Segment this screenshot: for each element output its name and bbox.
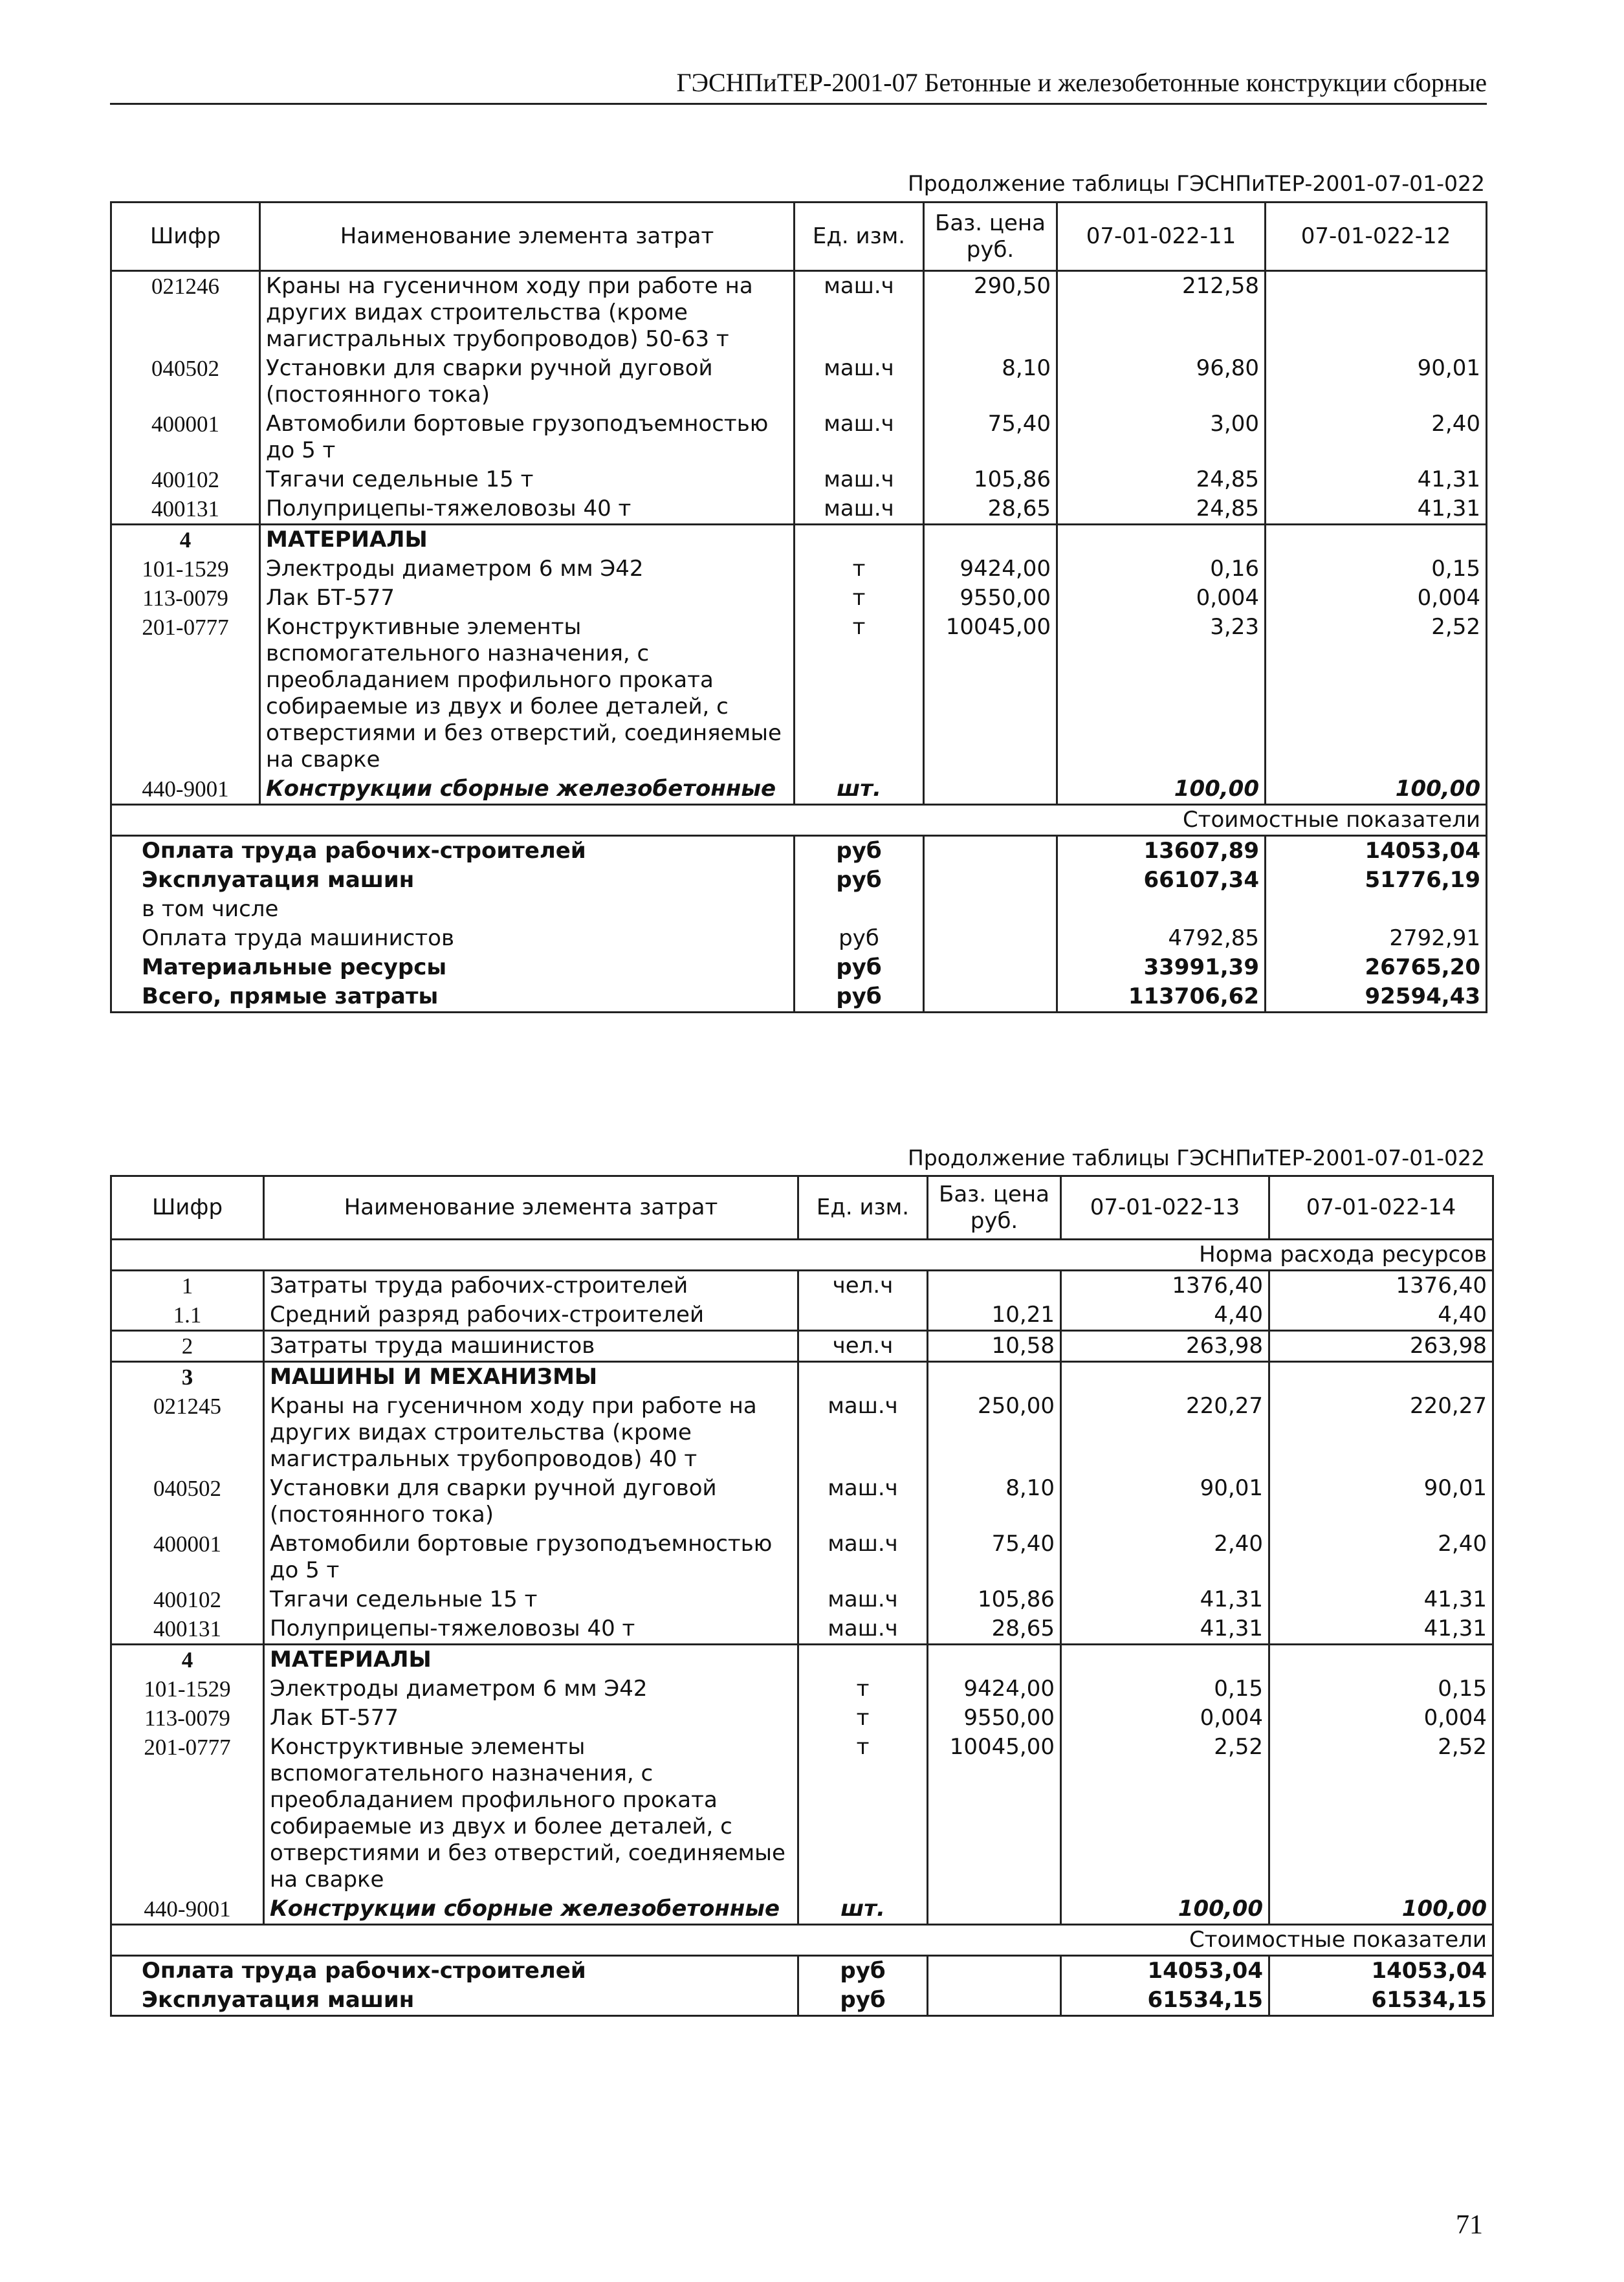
empty-cell [1061,1362,1269,1392]
cost-value-2 [1266,895,1487,924]
cost-unit: руб [798,1986,928,2016]
empty-cell [928,1986,1061,2016]
resource-row [111,1894,1493,1925]
cost-value-1 [1057,895,1266,924]
row-code: 040502 [111,354,260,410]
row-value-2: 0,004 [1266,584,1487,613]
cost-label: Оплата труда рабочих-строителей [111,836,795,866]
row-name: Электроды диаметром 6 мм Э42 [264,1674,798,1704]
row-name: Средний разряд рабочих-строителей [264,1300,798,1331]
row-value-1: 263,98 [1061,1331,1269,1362]
subheading-row [111,1925,1493,1956]
row-name: Тягачи седельные 15 т [264,1585,798,1614]
row-code: 021246 [111,271,260,355]
row-unit [798,1300,928,1331]
row-value-2: 263,98 [1269,1331,1493,1362]
cost-label: в том числе [111,895,795,924]
row-code: 201-0777 [111,613,260,774]
table-header-row [111,203,1487,271]
row-code: 400102 [111,1585,264,1614]
row-price: 10,21 [928,1300,1061,1331]
resource-row [111,1392,1493,1474]
table-header-row [111,1176,1493,1240]
row-value-2: 1376,40 [1269,1271,1493,1301]
row-name: Краны на гусеничном ходу при работе на других видах строительства (кроме магистральных трубопроводов) 40 т [264,1392,798,1474]
row-value-2: 0,15 [1269,1674,1493,1704]
row-value-1: 0,16 [1057,554,1266,584]
table-continuation-caption: Продолжение таблицы ГЭСНПиТЕР-2001-07-01-022 [907,1145,1485,1170]
section-title: МАТЕРИАЛЫ [264,1645,798,1675]
row-value-2: 4,40 [1269,1300,1493,1331]
empty-cell [928,1956,1061,1986]
row-unit: маш.ч [798,1474,928,1530]
subheading: Норма расхода ресурсов [111,1240,1493,1271]
row-unit: маш.ч [798,1614,928,1645]
cost-value-1: 113706,62 [1057,982,1266,1013]
subheading-row [111,1240,1493,1271]
section-number: 4 [111,1645,264,1675]
row-name: Установки для сварки ручной дуговой (постоянного тока) [264,1474,798,1530]
row-code: 400001 [111,410,260,465]
row-price: 28,65 [928,1614,1061,1645]
row-unit: маш.ч [798,1530,928,1585]
cost-label: Всего, прямые затраты [111,982,795,1013]
row-value-1: 1376,40 [1061,1271,1269,1301]
cost-row [111,895,1487,924]
empty-cell [924,982,1057,1013]
row-name: Электроды диаметром 6 мм Э42 [260,554,795,584]
resource-row [111,465,1487,494]
row-value-1: 2,52 [1061,1733,1269,1894]
cost-unit: руб [795,924,924,953]
cost-row [111,924,1487,953]
row-name: Затраты труда машинистов [264,1331,798,1362]
row-name: Конструктивные элементы вспомогательного назначения, с преобладанием профильного проката собираемые из двух и более деталей, с отверстиями и без отверстий, соединяемые на сварке [260,613,795,774]
cost-value-1: 66107,34 [1057,866,1266,895]
row-code: 101-1529 [111,1674,264,1704]
row-value-2: 0,15 [1266,554,1487,584]
col-header-price: Баз. цена руб. [924,203,1057,271]
empty-cell [1057,525,1266,555]
cost-value-2: 14053,04 [1269,1956,1493,1986]
row-code: 201-0777 [111,1733,264,1894]
row-unit: т [798,1733,928,1894]
row-code: 021245 [111,1392,264,1474]
cost-label: Оплата труда машинистов [111,924,795,953]
row-price: 75,40 [928,1530,1061,1585]
row-value-1: 90,01 [1061,1474,1269,1530]
resource-row [111,1704,1493,1733]
row-value-1: 24,85 [1057,465,1266,494]
row-unit: т [795,584,924,613]
row-unit: маш.ч [795,494,924,525]
row-value-1: 2,40 [1061,1530,1269,1585]
resource-row [111,1614,1493,1645]
resource-table-1 [110,201,1487,1013]
resource-row [111,1271,1493,1301]
cost-value-2: 2792,91 [1266,924,1487,953]
row-name: Полуприцепы-тяжеловозы 40 т [264,1614,798,1645]
cost-label: Материальные ресурсы [111,953,795,982]
cost-value-1: 4792,85 [1057,924,1266,953]
col-header-variant: 07-01-022-12 [1266,203,1487,271]
empty-cell [1269,1362,1493,1392]
row-value-1: 4,40 [1061,1300,1269,1331]
row-price: 9550,00 [928,1704,1061,1733]
row-code: 440-9001 [111,1894,264,1925]
row-unit: т [798,1674,928,1704]
col-header-code: Шифр [111,1176,264,1240]
row-name: Полуприцепы-тяжеловозы 40 т [260,494,795,525]
resource-row [111,774,1487,805]
row-value-2: 90,01 [1269,1474,1493,1530]
resource-row [111,410,1487,465]
row-value-1: 0,004 [1061,1704,1269,1733]
row-unit: маш.ч [798,1392,928,1474]
row-price: 10,58 [928,1331,1061,1362]
row-code: 400131 [111,494,260,525]
row-price: 10045,00 [928,1733,1061,1894]
row-unit: маш.ч [795,271,924,355]
row-value-2: 90,01 [1266,354,1487,410]
row-code: 400102 [111,465,260,494]
row-name: Конструкции сборные железобетонные [260,774,795,805]
row-code: 113-0079 [111,1704,264,1733]
col-header-variant: 07-01-022-14 [1269,1176,1493,1240]
row-value-2: 41,31 [1269,1614,1493,1645]
empty-cell [1266,525,1487,555]
col-header-code: Шифр [111,203,260,271]
table-continuation-caption: Продолжение таблицы ГЭСНПиТЕР-2001-07-01-022 [907,171,1485,196]
row-price: 75,40 [924,410,1057,465]
row-value-1: 24,85 [1057,494,1266,525]
cost-value-2: 26765,20 [1266,953,1487,982]
subheading: Стоимостные показатели [111,805,1487,836]
cost-value-1: 13607,89 [1057,836,1266,866]
empty-cell [924,895,1057,924]
row-unit: чел.ч [798,1271,928,1301]
row-unit: чел.ч [798,1331,928,1362]
row-code: 1 [111,1271,264,1301]
col-header-variant: 07-01-022-11 [1057,203,1266,271]
row-unit: т [795,613,924,774]
row-value-2: 2,52 [1269,1733,1493,1894]
row-value-1: 41,31 [1061,1585,1269,1614]
cost-unit: руб [795,953,924,982]
row-unit: маш.ч [795,354,924,410]
resource-row [111,554,1487,584]
row-unit: т [795,554,924,584]
section-number: 4 [111,525,260,555]
row-code: 1.1 [111,1300,264,1331]
section-row [111,525,1487,555]
row-value-1: 41,31 [1061,1614,1269,1645]
resource-row [111,271,1487,355]
row-value-1: 3,23 [1057,613,1266,774]
row-name: Затраты труда рабочих-строителей [264,1271,798,1301]
row-code: 101-1529 [111,554,260,584]
cost-label: Оплата труда рабочих-строителей [111,1956,798,1986]
cost-value-2: 61534,15 [1269,1986,1493,2016]
row-name: Автомобили бортовые грузоподъемностью до 5 т [264,1530,798,1585]
row-price: 8,10 [924,354,1057,410]
row-price: 8,10 [928,1474,1061,1530]
resource-row [111,1474,1493,1530]
section-title: МАШИНЫ И МЕХАНИЗМЫ [264,1362,798,1392]
row-price [924,774,1057,805]
row-value-1: 3,00 [1057,410,1266,465]
row-value-2: 41,31 [1266,494,1487,525]
col-header-name: Наименование элемента затрат [264,1176,798,1240]
empty-cell [924,866,1057,895]
page-number: 71 [1456,2210,1483,2240]
row-price: 290,50 [924,271,1057,355]
resource-row [111,354,1487,410]
cost-row [111,1956,1493,1986]
section-number: 3 [111,1362,264,1392]
row-value-1: 96,80 [1057,354,1266,410]
empty-cell [798,1362,928,1392]
row-name: Краны на гусеничном ходу при работе на других видах строительства (кроме магистральных трубопроводов) 50-63 т [260,271,795,355]
empty-cell [1269,1645,1493,1675]
empty-cell [924,924,1057,953]
cost-value-1: 14053,04 [1061,1956,1269,1986]
row-name: Автомобили бортовые грузоподъемностью до 5 т [260,410,795,465]
row-price: 10045,00 [924,613,1057,774]
row-price: 250,00 [928,1392,1061,1474]
row-value-1: 220,27 [1061,1392,1269,1474]
empty-cell [928,1645,1061,1675]
row-value-1: 100,00 [1061,1894,1269,1925]
cost-row [111,982,1487,1013]
resource-row [111,1530,1493,1585]
row-price: 105,86 [924,465,1057,494]
row-unit: маш.ч [795,410,924,465]
cost-row [111,836,1487,866]
empty-cell [924,953,1057,982]
row-value-1: 212,58 [1057,271,1266,355]
row-price: 9424,00 [928,1674,1061,1704]
row-value-2: 41,31 [1269,1585,1493,1614]
resource-row [111,584,1487,613]
cost-value-2: 14053,04 [1266,836,1487,866]
col-header-variant: 07-01-022-13 [1061,1176,1269,1240]
row-value-1: 100,00 [1057,774,1266,805]
subheading-row [111,805,1487,836]
empty-cell [924,836,1057,866]
empty-cell [928,1362,1061,1392]
empty-cell [795,525,924,555]
resource-row [111,1300,1493,1331]
row-value-2: 0,004 [1269,1704,1493,1733]
row-value-1: 0,15 [1061,1674,1269,1704]
row-value-2: 2,52 [1266,613,1487,774]
resource-row [111,613,1487,774]
resource-row [111,494,1487,525]
col-header-name: Наименование элемента затрат [260,203,795,271]
row-name: Лак БТ-577 [264,1704,798,1733]
row-price [928,1894,1061,1925]
cost-unit [795,895,924,924]
row-price: 9424,00 [924,554,1057,584]
cost-row [111,866,1487,895]
row-unit: маш.ч [798,1585,928,1614]
row-price: 9550,00 [924,584,1057,613]
cost-value-2: 51776,19 [1266,866,1487,895]
empty-cell [924,525,1057,555]
section-row [111,1362,1493,1392]
page-header: ГЭСНПиТЕР-2001-07 Бетонные и железобетонные конструкции сборные [110,67,1487,105]
empty-cell [798,1645,928,1675]
resource-row [111,1585,1493,1614]
cost-unit: руб [795,982,924,1013]
subheading: Стоимостные показатели [111,1925,1493,1956]
cost-value-1: 33991,39 [1057,953,1266,982]
row-code: 400001 [111,1530,264,1585]
resource-table-2 [110,1175,1494,2017]
row-name: Установки для сварки ручной дуговой (постоянного тока) [260,354,795,410]
row-value-2: 220,27 [1269,1392,1493,1474]
cost-unit: руб [798,1956,928,1986]
empty-cell [1061,1645,1269,1675]
row-unit: шт. [798,1894,928,1925]
row-value-1: 0,004 [1057,584,1266,613]
resource-row [111,1331,1493,1362]
row-value-2: 2,40 [1269,1530,1493,1585]
cost-label: Эксплуатация машин [111,866,795,895]
cost-unit: руб [795,836,924,866]
row-value-2 [1266,271,1487,355]
row-name: Тягачи седельные 15 т [260,465,795,494]
row-value-2: 2,40 [1266,410,1487,465]
row-price: 28,65 [924,494,1057,525]
cost-unit: руб [795,866,924,895]
row-name: Лак БТ-577 [260,584,795,613]
row-unit: т [798,1704,928,1733]
cost-row [111,953,1487,982]
cost-label: Эксплуатация машин [111,1986,798,2016]
col-header-price: Баз. цена руб. [928,1176,1061,1240]
cost-row [111,1986,1493,2016]
row-name: Конструкции сборные железобетонные [264,1894,798,1925]
row-price: 105,86 [928,1585,1061,1614]
section-title: МАТЕРИАЛЫ [260,525,795,555]
row-value-2: 41,31 [1266,465,1487,494]
row-name: Конструктивные элементы вспомогательного назначения, с преобладанием профильного проката собираемые из двух и более деталей, с отверстиями и без отверстий, соединяемые на сварке [264,1733,798,1894]
row-code: 400131 [111,1614,264,1645]
col-header-unit: Ед. изм. [795,203,924,271]
section-row [111,1645,1493,1675]
row-code: 040502 [111,1474,264,1530]
row-price [928,1271,1061,1301]
row-code: 2 [111,1331,264,1362]
cost-value-1: 61534,15 [1061,1986,1269,2016]
resource-row [111,1733,1493,1894]
row-value-2: 100,00 [1269,1894,1493,1925]
row-code: 113-0079 [111,584,260,613]
row-value-2: 100,00 [1266,774,1487,805]
cost-value-2: 92594,43 [1266,982,1487,1013]
resource-row [111,1674,1493,1704]
row-code: 440-9001 [111,774,260,805]
row-unit: маш.ч [795,465,924,494]
col-header-unit: Ед. изм. [798,1176,928,1240]
row-unit: шт. [795,774,924,805]
